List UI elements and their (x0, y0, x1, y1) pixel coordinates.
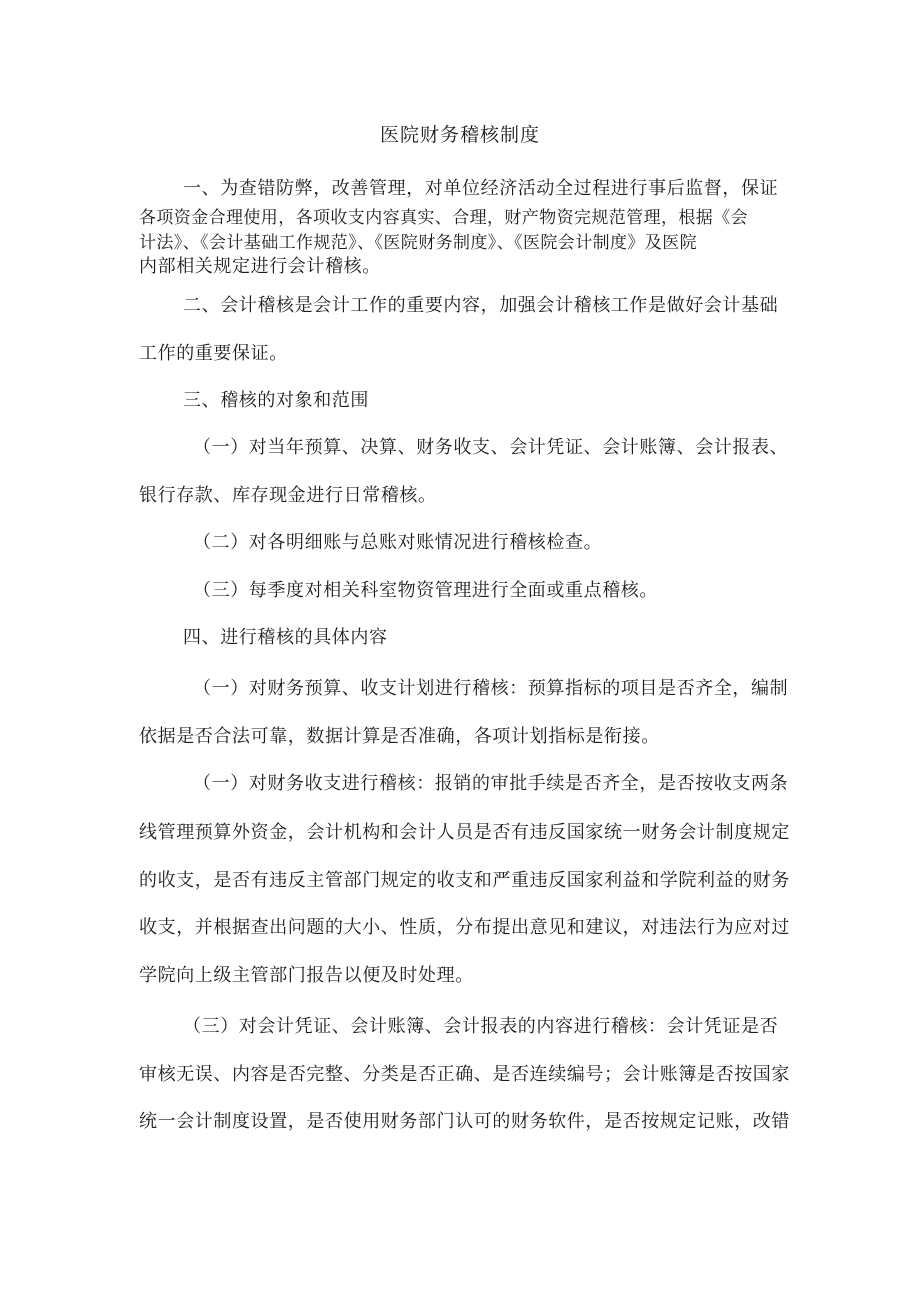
section-3-item-1-line-1: （一）对当年预算、决算、财务收支、会计凭证、会计账簿、会计报表、 (193, 437, 789, 458)
section-4-item-3-line-2: 审核无误、内容是否完整、分类是否正确、是否连续编号；会计账簿是否按国家 (139, 1064, 790, 1085)
section-4-item-2-line-1: （一）对财务收支进行稽核：报销的审批手续是否齐全，是否按收支两条 (193, 773, 789, 794)
paragraph-2-line-1: 二、会计稽核是会计工作的重要内容，加强会计稽核工作是做好会计基础 (183, 295, 779, 316)
section-4-item-2-line-4: 收支，并根据查出问题的大小、性质，分布提出意见和建议，对违法行为应对过 (139, 917, 790, 938)
section-4-item-1-line-2: 依据是否合法可靠，数据计算是否准确，各项计划指标是衔接。 (139, 726, 660, 747)
section-4-item-2-line-2: 线管理预算外资金，会计机构和会计人员是否有违反国家统一财务会计制度规定 (139, 822, 790, 843)
section-4-item-1-line-1: （一）对财务预算、收支计划进行稽核：预算指标的项目是否齐全，编制 (193, 678, 789, 699)
section-4-item-2-line-5: 学院向上级主管部门报告以便及时处理。 (139, 965, 474, 986)
paragraph-1-line-3: 计法》、《会计基础工作规范》、《医院财务制度》、《医院会计制度》及医院 (139, 233, 697, 253)
section-4-item-3-line-3: 统一会计制度设置，是否使用财务部门认可的财务软件，是否按规定记账，改错 (139, 1111, 790, 1132)
section-4-heading: 四、进行稽核的具体内容 (183, 627, 388, 648)
paragraph-2-line-2: 工作的重要保证。 (139, 343, 288, 364)
paragraph-1-line-4: 内部相关规定进行会计稽核。 (139, 256, 381, 277)
document-title: 医院财务稽核制度 (379, 124, 540, 146)
section-4-item-2-line-3: 的收支，是否有违反主管部门规定的收支和严重违反国家利益和学院利益的财务 (139, 870, 790, 891)
section-3-heading: 三、稽核的对象和范围 (183, 390, 369, 411)
section-3-item-1-line-2: 银行存款、库存现金进行日常稽核。 (139, 485, 437, 506)
section-3-item-2: （二）对各明细账与总账对账情况进行稽核检查。 (193, 532, 603, 553)
section-3-item-3: （三）每季度对相关科室物资管理进行全面或重点稽核。 (193, 580, 658, 601)
section-4-item-3-line-1: （三）对会计凭证、会计账簿、会计报表的内容进行稽核：会计凭证是否 (183, 1016, 779, 1037)
paragraph-1-line-1: 一、为查错防弊，改善管理，对单位经济活动全过程进行事后监督，保证 (183, 178, 779, 199)
paragraph-1-line-2: 各项资金合理使用，各项收支内容真实、合理，财产物资完规范管理，根据《会 (139, 208, 748, 228)
